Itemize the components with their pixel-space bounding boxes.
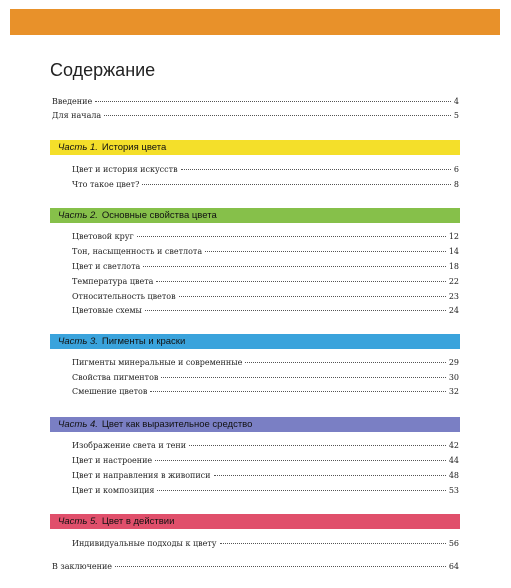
part-title: Пигменты и краски (101, 336, 186, 347)
toc-entry-intro-1 (52, 110, 459, 122)
dot-leader (245, 362, 446, 363)
toc-entry-label: Тон, насыщенность и светлота (72, 247, 203, 256)
part-header-5 (50, 514, 460, 529)
toc-entry-label: Температура цвета (72, 277, 154, 286)
dot-leader (189, 445, 446, 446)
toc-entry-page-number: 30 (448, 373, 459, 382)
toc-entry-part1-0 (72, 164, 459, 176)
toc-entry-label: Изображение света и тени (72, 441, 187, 450)
toc-entry-label: Цвет и светлота (72, 262, 141, 271)
toc-entry-part2-4 (72, 291, 459, 303)
toc-entry-part5-0 (72, 538, 459, 550)
dot-leader (181, 169, 451, 170)
dot-leader (143, 266, 446, 267)
dot-leader (205, 251, 446, 252)
toc-entry-page-number: 44 (448, 456, 459, 465)
toc-entry-page-number: 6 (453, 165, 459, 174)
toc-entry-page-number: 18 (448, 262, 459, 271)
toc-entry-part2-5 (72, 305, 459, 317)
dot-leader (115, 566, 446, 567)
toc-entry-label: Цвет и композиция (72, 486, 155, 495)
toc-entry-part2-2 (72, 261, 459, 273)
toc-entry-part4-0 (72, 440, 459, 452)
toc-entry-part2-1 (72, 246, 459, 258)
toc-entry-part4-3 (72, 485, 459, 497)
toc-entry-intro-0 (52, 96, 459, 108)
toc-entry-page-number: 22 (448, 277, 459, 286)
toc-entry-outro-0 (52, 561, 459, 573)
toc-entry-part2-3 (72, 276, 459, 288)
toc-entry-part3-0 (72, 357, 459, 369)
toc-entry-label: Цвет и история искусств (72, 165, 178, 174)
toc-entry-label: Для начала (52, 111, 102, 120)
top-color-bar (10, 9, 500, 35)
toc-entry-part3-1 (72, 372, 459, 384)
toc-entry-page-number: 24 (448, 306, 459, 315)
toc-entry-label: Свойства пигментов (72, 373, 159, 382)
toc-entry-page-number: 53 (448, 486, 459, 495)
part-header-1 (50, 140, 460, 155)
toc-entry-page-number: 56 (448, 539, 459, 548)
toc-entry-page-number: 64 (448, 562, 459, 571)
dot-leader (104, 115, 451, 116)
dot-leader (150, 391, 445, 392)
toc-entry-label: В заключение (52, 562, 113, 571)
toc-entry-label: Цветовой круг (72, 232, 134, 241)
part-title: История цвета (101, 142, 167, 153)
dot-leader (142, 184, 451, 185)
toc-entry-part4-2 (72, 470, 459, 482)
toc-entry-page-number: 12 (448, 232, 459, 241)
toc-entry-page-number: 42 (448, 441, 459, 450)
toc-entry-page-number: 29 (448, 358, 459, 367)
page-title: Содержание (50, 60, 156, 80)
toc-entry-label: Цветовые схемы (72, 306, 142, 315)
dot-leader (137, 236, 446, 237)
toc-entry-label: Введение (52, 97, 93, 106)
part-title: Основные свойства цвета (101, 210, 217, 221)
part-number: Часть 4. (58, 419, 98, 430)
part-number: Часть 3. (58, 336, 98, 347)
toc-entry-page-number: 4 (453, 97, 459, 106)
toc-entry-label: Индивидуальные подходы к цвету (72, 539, 217, 548)
dot-leader (95, 101, 451, 102)
dot-leader (214, 475, 446, 476)
toc-entry-part3-2 (72, 386, 459, 398)
part-header-3 (50, 334, 460, 349)
toc-entry-label: Относительность цветов (72, 292, 176, 301)
toc-entry-label: Пигменты минеральные и современные (72, 358, 243, 367)
dot-leader (156, 281, 445, 282)
part-number: Часть 5. (58, 516, 98, 527)
dot-leader (161, 377, 445, 378)
dot-leader (179, 296, 446, 297)
toc-entry-label: Смешение цветов (72, 387, 148, 396)
toc-entry-page-number: 48 (448, 471, 459, 480)
toc-entry-page-number: 14 (448, 247, 459, 256)
part-title: Цвет в действии (101, 516, 175, 527)
dot-leader (155, 460, 446, 461)
toc-entry-page-number: 5 (453, 111, 459, 120)
toc-entry-part2-0 (72, 231, 459, 243)
part-header-2 (50, 208, 460, 223)
toc-entry-page-number: 23 (448, 292, 459, 301)
toc-entry-page-number: 32 (448, 387, 459, 396)
toc-entry-part4-1 (72, 455, 459, 467)
part-header-4 (50, 417, 460, 432)
toc-entry-label: Цвет и направления в живописи (72, 471, 211, 480)
toc-entry-part1-1 (72, 179, 459, 191)
part-number: Часть 1. (58, 142, 98, 153)
toc-entry-page-number: 8 (453, 180, 459, 189)
toc-entry-label: Что такое цвет? (72, 180, 140, 189)
toc-entry-label: Цвет и настроение (72, 456, 153, 465)
dot-leader (145, 310, 446, 311)
dot-leader (220, 543, 446, 544)
part-title: Цвет как выразительное средство (101, 419, 253, 430)
part-number: Часть 2. (58, 210, 98, 221)
dot-leader (157, 490, 445, 491)
